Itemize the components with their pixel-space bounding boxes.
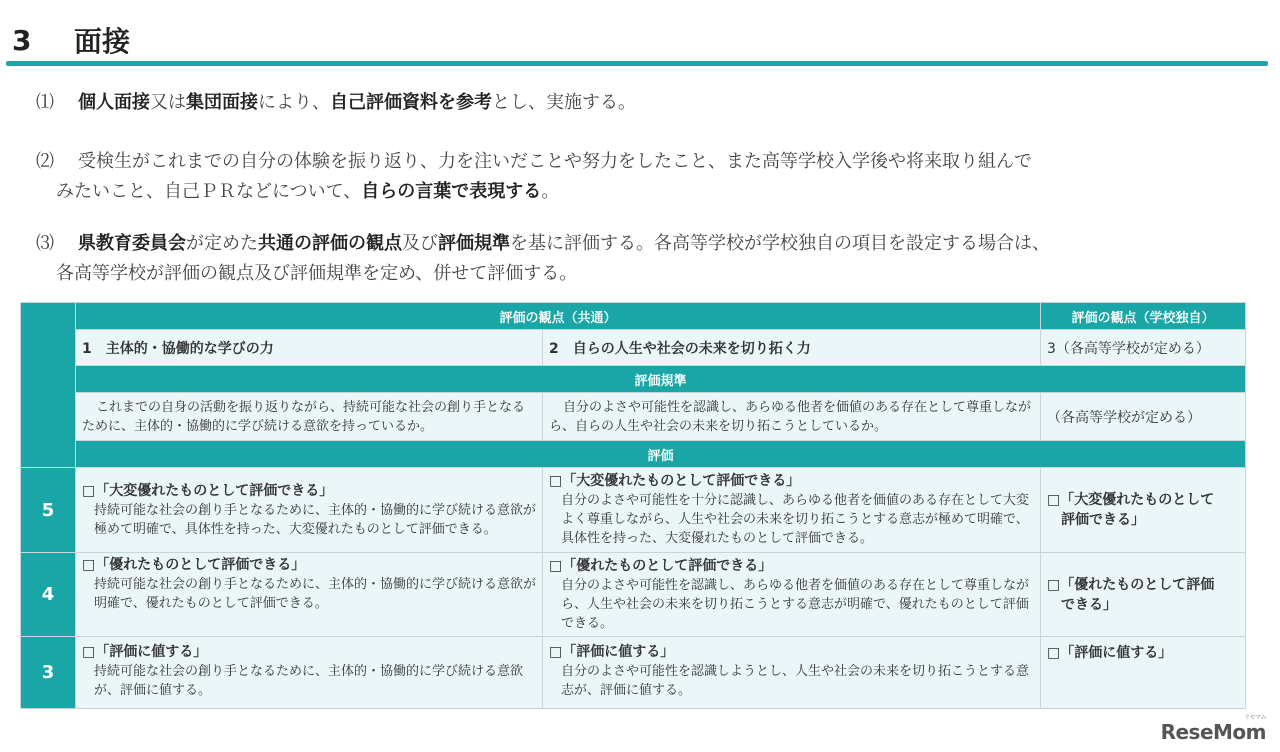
section-title: 面接 [74, 25, 131, 58]
heading-rule [6, 61, 1268, 66]
section-number: 3 [12, 23, 32, 57]
header-school: 評価の観点（学校独自） [1041, 303, 1246, 330]
seg: 自己評価資料を参考 [330, 92, 492, 113]
row3-col2 [543, 637, 1041, 709]
item-2-end: 。 [541, 181, 560, 202]
row5-col1 [76, 468, 543, 553]
viewpoint-1: 1 主体的・協働的な学びの力 [76, 330, 543, 366]
section-heading [12, 20, 130, 60]
row4-col1-body: 持続可能な社会の創り手となるために、主体的・協働的に学び続ける意欲が明確で、優れたものとして評価できる。 [94, 577, 537, 611]
seg: 県教育委員会 [78, 233, 186, 254]
item-1 [36, 88, 636, 118]
seg: を基に評価する。各高等学校が学校独自の項目を設定する場合は、 [510, 233, 1050, 254]
row3-col1-body: 持続可能な社会の創り手となるために、主体的・協働的に学び続ける意欲が、評価に値する。 [94, 664, 524, 698]
viewpoint-2: 2 自らの人生や社会の未来を切り拓く力 [543, 330, 1041, 366]
criteria-3: （各高等学校が定める） [1041, 393, 1246, 441]
item-2 [36, 147, 1032, 207]
criteria-header: 評価規準 [76, 366, 1246, 393]
row4-col2-body: 自分のよさや可能性を認識し、あらゆる他者を価値のある存在として尊重しながら、人生や社会の未来を切り拓こうとする意志が明確で、優れたものとして評価できる。 [561, 577, 1030, 631]
seg: 評価規準 [438, 233, 510, 254]
criteria-1: これまでの自身の活動を振り返りながら、持続可能な社会の創り手となるために、主体的・協働的に学び続ける意欲を持っているか。 [76, 393, 543, 441]
item-3-label: ⑶ [36, 233, 54, 254]
item-2-line1: 受検生がこれまでの自分の体験を振り返り、力を注いだことや努力をしたこと、また高等学校入学後や将来取り組んで [78, 151, 1032, 172]
item-3-line2: 各高等学校が評価の観点及び評価規準を定め、併せて評価する。 [56, 263, 578, 284]
logo-text: ReseMom [1160, 720, 1266, 744]
seg: が定めた [186, 233, 258, 254]
row4-col1-title: □「優れたものとして評価できる」 [82, 557, 306, 573]
item-2-bold: 自らの言葉で表現する [361, 181, 542, 202]
row5-col3-line2: 評価できる」 [1061, 512, 1146, 528]
seg: とし、実施する。 [492, 92, 636, 113]
header-common: 評価の観点（共通） [76, 303, 1041, 330]
row3-col2-title: □「評価に値する」 [549, 644, 675, 660]
item-1-label: ⑴ [36, 92, 54, 113]
row3-col3 [1041, 637, 1246, 709]
eval-header: 評価 [76, 441, 1246, 468]
row3-col3-line1: □「評価に値する」 [1047, 645, 1173, 661]
item-3 [36, 229, 1050, 289]
row4-col2-title: □「優れたものとして評価できる」 [549, 557, 773, 574]
row4-col1 [76, 553, 543, 637]
row5-col3-line1: □「大変優れたものとして [1047, 492, 1215, 508]
row3-col1 [76, 637, 543, 709]
row4-col3-line2: できる」 [1061, 596, 1118, 613]
seg: により、 [258, 92, 330, 113]
score-3: 3 [21, 637, 76, 709]
resemom-logo [1160, 714, 1266, 744]
corner-cell [21, 303, 76, 468]
row5-col1-title: □「大変優れたものとして評価できる」 [82, 482, 334, 499]
seg: 共通の評価の観点 [258, 233, 402, 254]
logo-small: リセマム [1244, 714, 1266, 721]
row4-col2 [543, 553, 1041, 637]
row5-col2-body: 自分のよさや可能性を十分に認識し、あらゆる他者を価値のある存在として大変よく尊重しながら、人生や社会の未来を切り拓こうとする意志が極めて明確で、具体性を持った、大変優れたものとして評価できる。 [561, 493, 1030, 546]
score-4: 4 [21, 553, 76, 637]
row5-col2 [543, 468, 1041, 553]
seg: 又は [150, 92, 186, 113]
row5-col3 [1041, 468, 1246, 553]
evaluation-table [20, 302, 1246, 709]
item-2-line2: みたいこと、自己ＰＲなどについて、 [56, 181, 362, 202]
seg: 集団面接 [186, 92, 258, 113]
seg: 及び [402, 233, 438, 254]
row3-col2-body: 自分のよさや可能性を認識しようとし、人生や社会の未来を切り拓こうとする意志が、評価に値する。 [561, 664, 1030, 698]
viewpoint-3: 3（各高等学校が定める） [1041, 330, 1246, 366]
row3-col1-title: □「評価に値する」 [82, 644, 208, 660]
item-2-label: ⑵ [36, 151, 54, 172]
row5-col2-title: □「大変優れたものとして評価できる」 [549, 473, 801, 489]
score-5: 5 [21, 468, 76, 553]
seg: 個人面接 [78, 92, 150, 113]
row5-col1-body: 持続可能な社会の創り手となるために、主体的・協働的に学び続ける意欲が極めて明確で、具体性を持った、大変優れたものとして評価できる。 [94, 502, 537, 537]
row4-col3 [1041, 553, 1246, 637]
criteria-2: 自分のよさや可能性を認識し、あらゆる他者を価値のある存在として尊重しながら、自らの人生や社会の未来を切り拓こうとしているか。 [543, 393, 1041, 441]
row4-col3-line1: □「優れたものとして評価 [1047, 576, 1215, 593]
